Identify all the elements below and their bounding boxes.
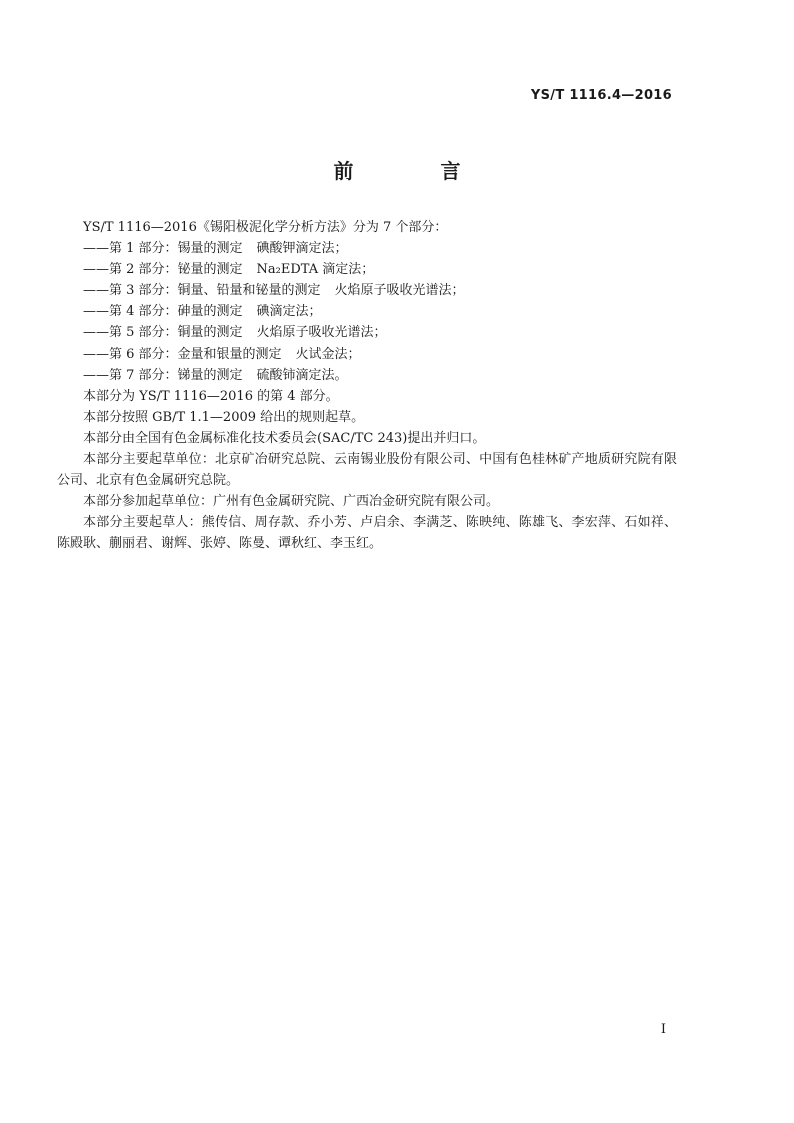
part-method: 硫酸铈滴定法。 bbox=[256, 367, 348, 383]
part-prefix: ——第 7 部分：锑量的测定 bbox=[83, 367, 243, 383]
part-prefix: ——第 4 部分：砷量的测定 bbox=[83, 304, 243, 320]
foreword-body bbox=[57, 217, 677, 555]
part-of-paragraph: 本部分为 YS/T 1116—2016 的第 4 部分。 bbox=[83, 388, 339, 404]
drafters-paragraph: 本部分主要起草人：熊传信、周存款、乔小芳、卢启余、李满芝、陈映纯、陈雄飞、李宏萍、石如祥、陈殿耿、蒯丽君、谢辉、张婷、陈曼、谭秋红、李玉红。 bbox=[57, 515, 677, 552]
part-item bbox=[57, 238, 677, 259]
part-item bbox=[57, 365, 677, 386]
part-method: Na₂EDTA 滴定法； bbox=[256, 262, 375, 278]
part-method: 火焰原子吸收光谱法； bbox=[256, 325, 387, 341]
standard-number: YS/T 1116.4—2016 bbox=[530, 88, 672, 103]
part-prefix: ——第 3 部分：铜量、铅量和铋量的测定 bbox=[83, 283, 321, 299]
page-number: I bbox=[660, 1022, 666, 1037]
part-item bbox=[57, 322, 677, 343]
participating-units-paragraph: 本部分参加起草单位：广州有色金属研究院、广西冶金研究院有限公司。 bbox=[83, 494, 500, 510]
part-prefix: ——第 5 部分：铜量的测定 bbox=[83, 325, 243, 341]
part-item bbox=[57, 344, 677, 365]
intro-paragraph: YS/T 1116—2016《锡阳极泥化学分析方法》分为 7 个部分： bbox=[83, 220, 448, 235]
part-method: 碘酸钾滴定法； bbox=[256, 241, 348, 257]
drafting-rule-paragraph: 本部分按照 GB/T 1.1—2009 给出的规则起草。 bbox=[83, 409, 365, 425]
part-item bbox=[57, 301, 677, 322]
proposed-by-paragraph: 本部分由全国有色金属标准化技术委员会(SAC/TC 243)提出并归口。 bbox=[83, 430, 486, 446]
part-prefix: ——第 6 部分：金量和银量的测定 bbox=[83, 346, 282, 362]
page-title: 前 言 bbox=[333, 159, 501, 183]
part-method: 火焰原子吸收光谱法； bbox=[334, 283, 465, 299]
part-item bbox=[57, 280, 677, 301]
part-item bbox=[57, 259, 677, 280]
main-units-paragraph: 本部分主要起草单位：北京矿冶研究总院、云南锡业股份有限公司、中国有色桂林矿产地质研究院有限公司、北京有色金属研究总院。 bbox=[57, 452, 677, 489]
part-method: 碘滴定法； bbox=[256, 304, 322, 320]
part-method: 火试金法； bbox=[295, 346, 361, 362]
part-prefix: ——第 2 部分：铋量的测定 bbox=[83, 262, 243, 278]
part-prefix: ——第 1 部分：锡量的测定 bbox=[83, 241, 243, 257]
